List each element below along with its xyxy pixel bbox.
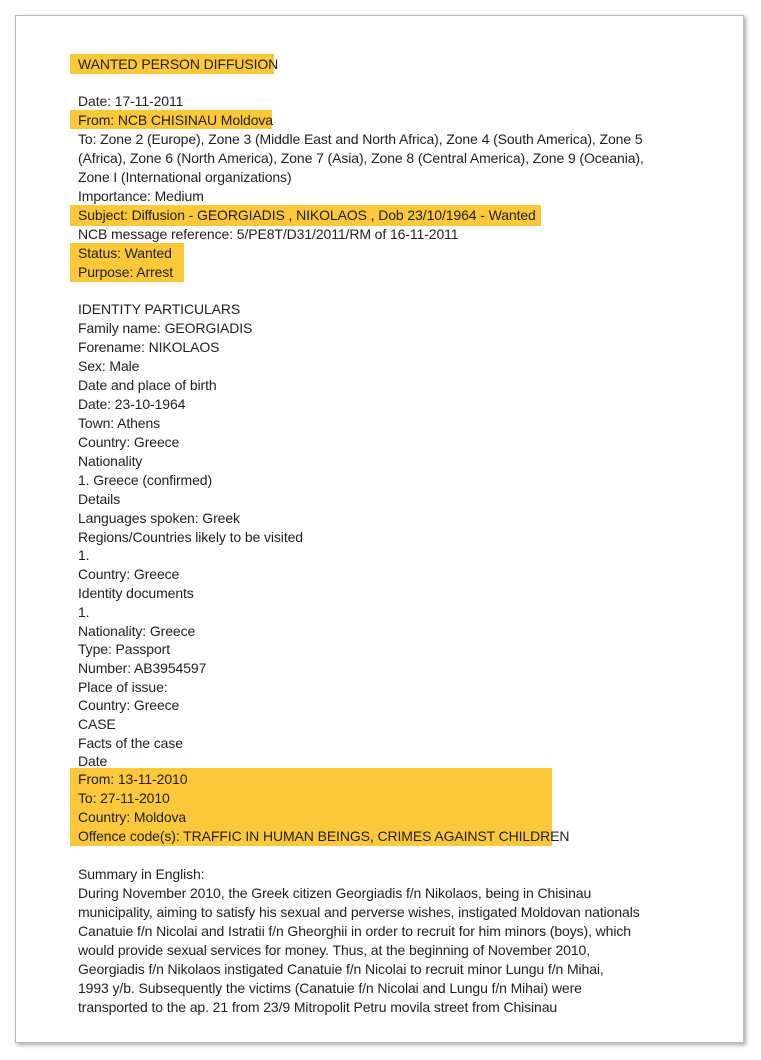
identity-line: Family name: GEORGIADIS [78,320,253,336]
summary-line: Canatuie f/n Nicolai and Istratii f/n Gheorghii in order to recruit for him minors (boys), which [78,923,631,939]
header-to-line: To: Zone 2 (Europe), Zone 3 (Middle East and North Africa), Zone 4 (South America), Zone 5 [78,131,643,147]
summary-line: Georgiadis f/n Nikolaos instigated Canatuie f/n Nicolai to recruit minor Lungu f/n Mihai, [78,961,604,977]
header-from: From: NCB CHISINAU Moldova [78,112,273,128]
identity-line: 1. [78,547,90,563]
header-to-line: (Africa), Zone 6 (North America), Zone 7 (Asia), Zone 8 (Central America), Zone 9 (Oceania), [78,150,644,166]
header-date: Date: 17-11-2011 [78,93,184,109]
header-subject: Subject: Diffusion - GEORGIADIS , NIKOLAOS , Dob 23/10/1964 - Wanted [78,207,536,223]
case-country: Country: Moldova [78,809,187,825]
identity-line: Languages spoken: Greek [78,510,240,526]
summary-line: municipality, aiming to satisfy his sexual and perverse wishes, instigated Moldovan nationals [78,904,640,920]
identity-line: Forename: NIKOLAOS [78,339,220,355]
identity-line: 1. [78,604,90,620]
summary-line: During November 2010, the Greek citizen Georgiadis f/n Nikolaos, being in Chisinau [78,885,592,901]
case-from: From: 13-11-2010 [78,771,188,787]
case-offence: Offence code(s): TRAFFIC IN HUMAN BEINGS, CRIMES AGAINST CHILDREN [78,828,570,844]
header-to-line: Zone I (International organizations) [78,169,292,185]
identity-line: Details [78,491,121,507]
identity-line: Place of issue: [78,679,168,695]
identity-line: Number: AB3954597 [78,660,207,676]
identity-line: Country: Greece [78,434,180,450]
summary-line: 1993 y/b. Subsequently the victims (Canatuie f/n Nicolai and Lungu f/n Mihai) were [78,980,582,996]
case-to: To: 27-11-2010 [78,790,170,806]
identity-line: CASE [78,716,116,732]
identity-line: Regions/Countries likely to be visited [78,529,303,545]
identity-line: Town: Athens [78,415,161,431]
identity-line: Country: Greece [78,566,180,582]
header-ncb-reference: NCB message reference: 5/PE8T/D31/2011/RM of 16-11-2011 [78,226,459,242]
identity-line: Sex: Male [78,358,140,374]
identity-line: Identity documents [78,585,194,601]
identity-line: 1. Greece (confirmed) [78,472,213,488]
identity-line: Type: Passport [78,641,170,657]
header-importance: Importance: Medium [78,188,204,204]
identity-line: Date [78,753,108,769]
identity-line: Country: Greece [78,697,180,713]
identity-line: Date: 23-10-1964 [78,396,186,412]
summary-heading: Summary in English: [78,866,205,882]
identity-line: Nationality [78,453,143,469]
summary-paragraph [78,884,668,1017]
summary-line: would provide sexual services for money. Thus, at the beginning of November 2010, [78,942,591,958]
identity-line: Facts of the case [78,735,183,751]
identity-line: IDENTITY PARTICULARS [78,301,241,317]
document-title: WANTED PERSON DIFFUSION [78,56,279,72]
header-purpose: Purpose: Arrest [78,264,173,280]
header-status: Status: Wanted [78,245,172,261]
identity-line: Nationality: Greece [78,623,196,639]
summary-line: transported to the ap. 21 from 23/9 Mitropolit Petru movila street from Chisinau [78,999,558,1015]
identity-line: Date and place of birth [78,377,217,393]
